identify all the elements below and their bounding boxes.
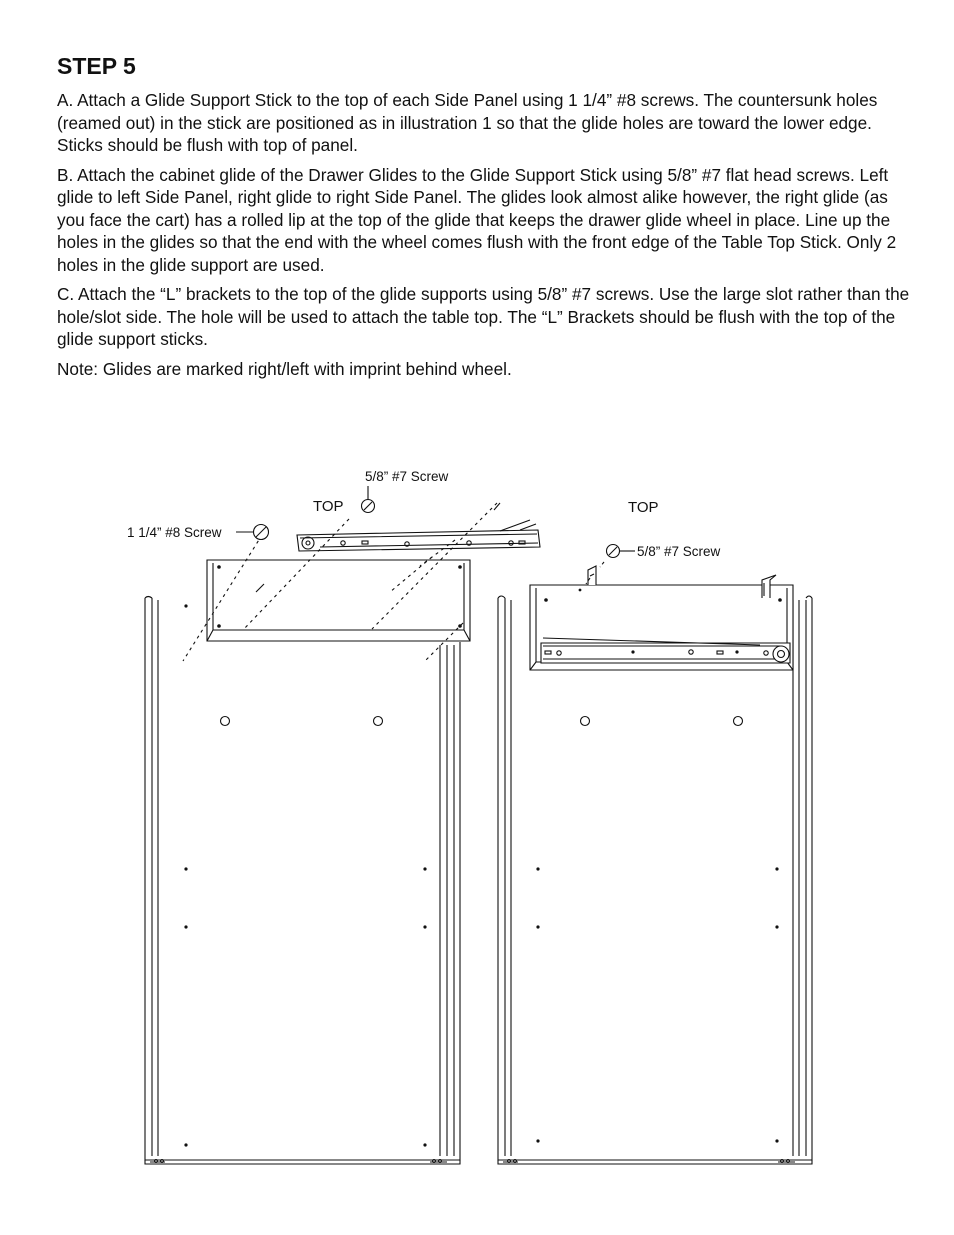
left-glide-support-stick [207, 560, 470, 641]
screw-icon [254, 525, 269, 540]
step-title: STEP 5 [57, 53, 136, 79]
instruction-note: Note: Glides are marked right/left with imprint behind wheel. [57, 358, 512, 379]
screw-icon [362, 500, 375, 513]
instruction-a: A. Attach a Glide Support Stick to the top of each Side Panel using 1 1/4” #8 screws. The countersunk holes (reamed out) in the stick are positioned as in illustration 1 so that the glide holes are toward the lower edge. Sticks should be flush with top of panel. [57, 90, 878, 155]
screw-icon [607, 545, 620, 558]
left-large-screw-label: 1 1/4” #8 Screw [127, 525, 222, 540]
panel-hole [221, 717, 230, 726]
left-side-panel [145, 597, 460, 1165]
l-bracket [588, 566, 596, 585]
panel-hole [734, 717, 743, 726]
right-side-panel [498, 596, 812, 1164]
right-small-screw-label: 5/8” #7 Screw [637, 544, 721, 559]
instruction-b: B. Attach the cabinet glide of the Drawer Glides to the Glide Support Stick using 5/8” #7 flat head screws. Left glide to left Side Panel, right glide to right Side Panel. The glides look almost alike however, the right glide (as you face the cart) has a rolled lip at the top of the glide that keeps the drawer glide wheel in place. Line up the holes in the glides so that the end with the wheel comes flush with the front edge of the Table Top Stick. Only 2 holes in the glide support are used. [57, 164, 897, 275]
panel-hole [581, 717, 590, 726]
left-top-label: TOP [313, 498, 344, 515]
instruction-c: C. Attach the “L” brackets to the top of the glide supports using 5/8” #7 screws. Use the large slot rather than the hole/slot side. The hole will be used to attach the table top. The “L” Brackets should be flush with the top of the glide support sticks. [57, 284, 910, 349]
left-small-screw-label: 5/8” #7 Screw [365, 469, 449, 484]
right-top-label: TOP [628, 499, 659, 516]
panel-hole [374, 717, 383, 726]
